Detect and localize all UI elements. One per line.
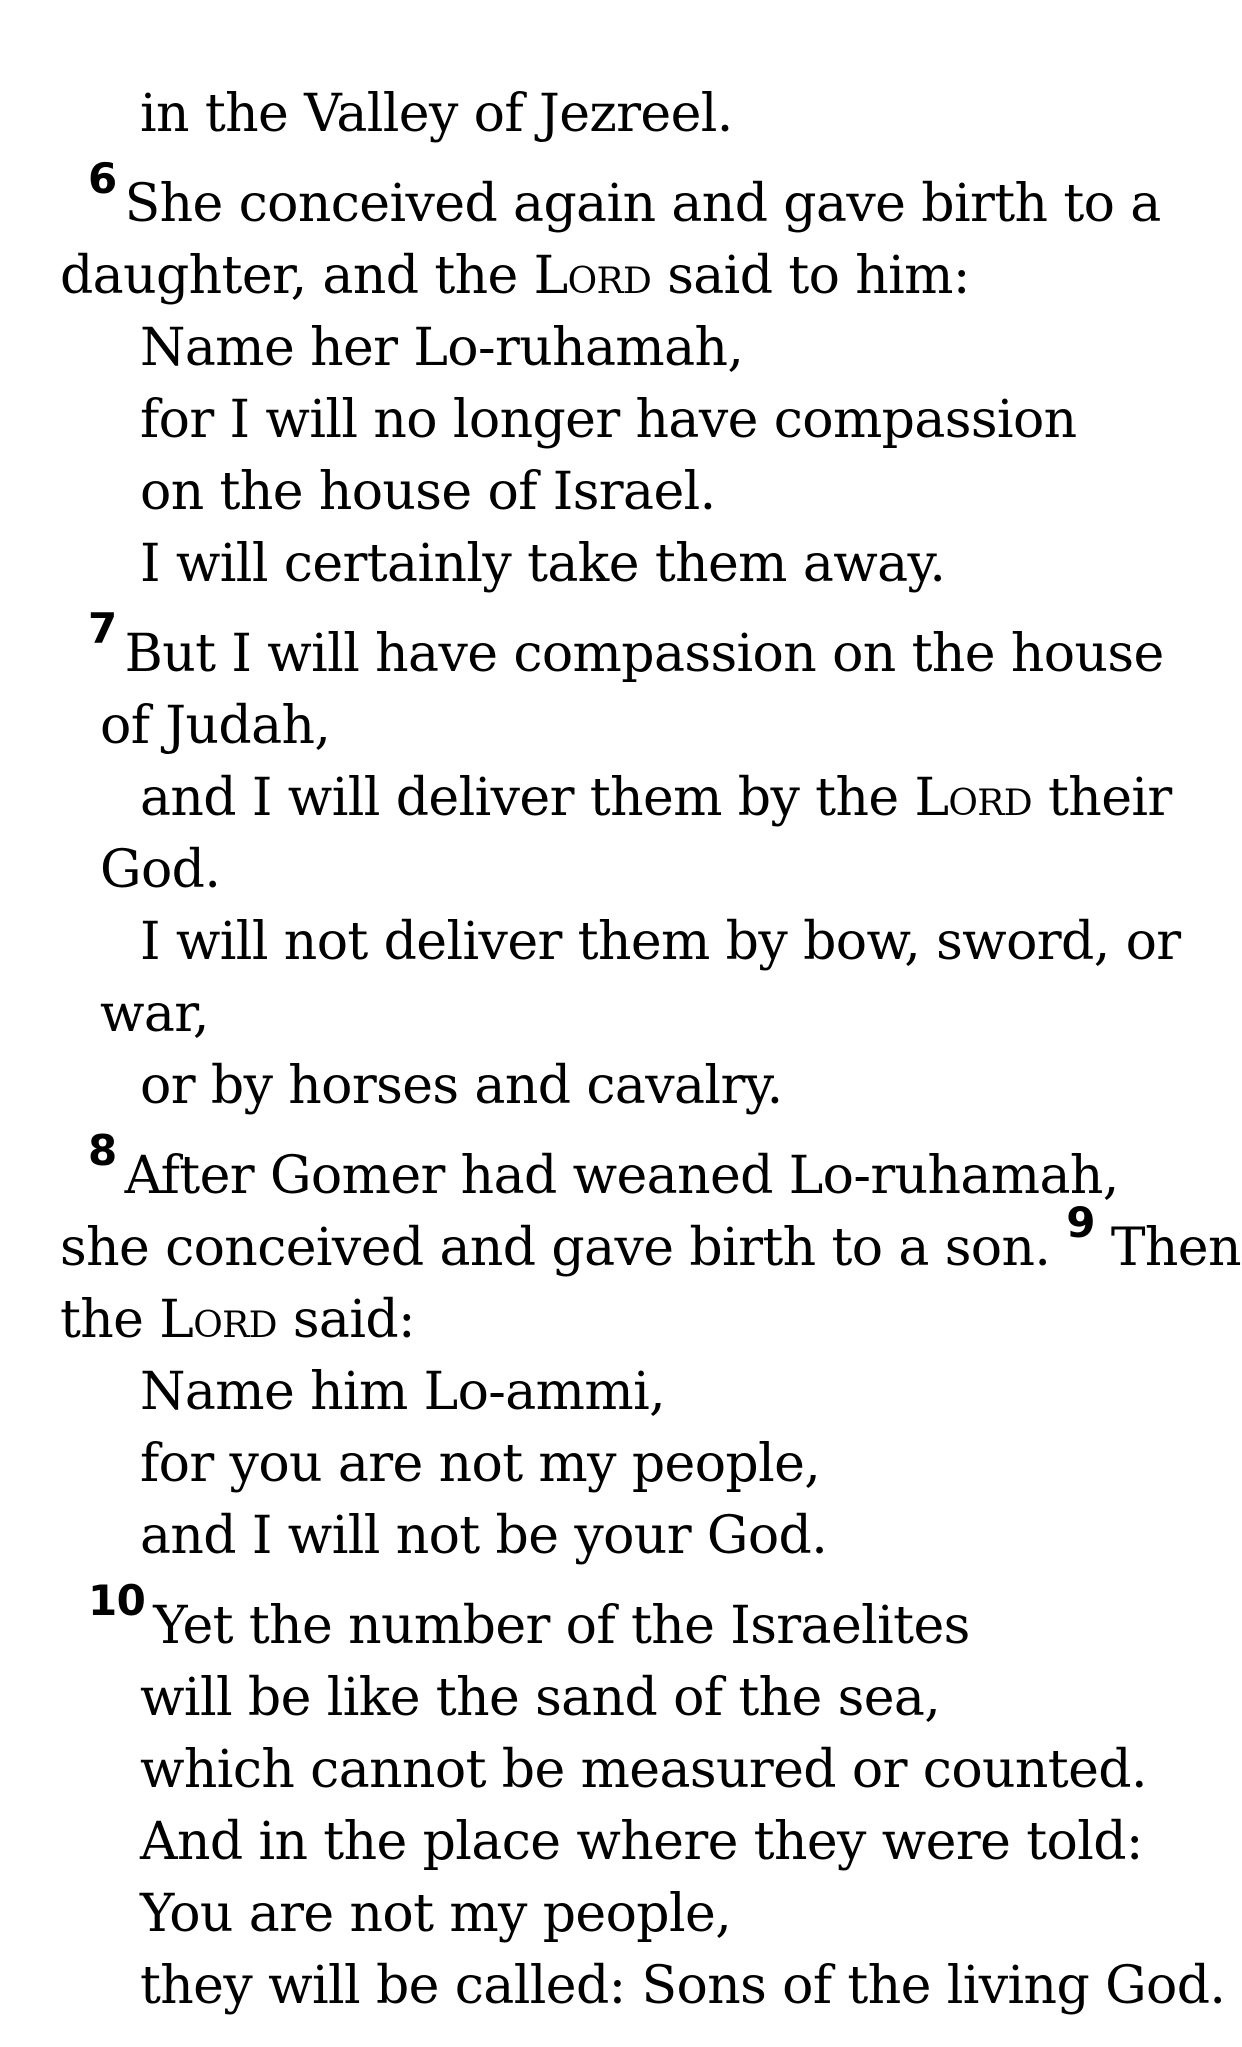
- text-line: [140, 1734, 1147, 1806]
- text-line: [140, 456, 716, 528]
- line-text: God.: [100, 840, 221, 900]
- line-text: which cannot be measured or counted.: [140, 1740, 1147, 1800]
- line-text: of Judah,: [100, 696, 331, 756]
- verse-number-8: 8: [88, 1126, 117, 1175]
- text-line: [140, 1500, 827, 1572]
- line-text: on the house of Israel.: [140, 462, 716, 522]
- lord-small-caps: Lord: [914, 768, 1033, 828]
- text-line: [60, 240, 970, 312]
- text-line: [140, 906, 1181, 978]
- line-text: Name him Lo-ammi,: [140, 1362, 666, 1422]
- line-text: After Gomer had weaned Lo-ruhamah,: [124, 1146, 1119, 1206]
- text-line: [140, 384, 1077, 456]
- verse-10-line: [88, 1576, 970, 1665]
- text-line: [140, 78, 733, 150]
- lord-small-caps: Lord: [533, 246, 652, 306]
- line-text: She conceived again and gave birth to a: [124, 174, 1161, 234]
- verse-number-10: 10: [88, 1576, 146, 1625]
- line-text: for you are not my people,: [140, 1434, 821, 1494]
- text-line: [140, 1950, 1225, 2022]
- line-text: daughter, and the: [60, 246, 534, 306]
- text-line: [100, 834, 220, 906]
- line-text: for I will no longer have compassion: [140, 390, 1077, 450]
- text-line: [140, 1806, 1143, 1878]
- line-text: and I will deliver them by the: [140, 768, 915, 828]
- verse-8-line: [88, 1126, 1119, 1215]
- verse-number-7: 7: [88, 604, 117, 653]
- line-text: You are not my people,: [140, 1884, 732, 1944]
- text-line: [140, 528, 945, 600]
- line-text: or by horses and cavalry.: [140, 1056, 783, 1116]
- line-text: will be like the sand of the sea,: [140, 1668, 941, 1728]
- line-text: the: [60, 1290, 160, 1350]
- line-text: said to him:: [651, 246, 970, 306]
- line-text: Name her Lo-ruhamah,: [140, 318, 744, 378]
- line-text: But I will have compassion on the house: [124, 624, 1164, 684]
- line-text: war,: [100, 984, 209, 1044]
- line-text: she conceived and gave birth to a son.: [60, 1218, 1051, 1278]
- text-line: [100, 690, 330, 762]
- line-text: in the Valley of Jezreel.: [140, 84, 733, 144]
- text-line: [140, 1356, 665, 1428]
- line-text: Then: [1094, 1218, 1241, 1278]
- line-text: and I will not be your God.: [140, 1506, 828, 1566]
- line-text: they will be called: Sons of the living God.: [140, 1956, 1226, 2016]
- line-text: And in the place where they were told:: [140, 1812, 1143, 1872]
- lord-small-caps: Lord: [159, 1290, 277, 1350]
- line-text: I will certainly take them away.: [140, 534, 946, 594]
- text-line: [140, 1662, 940, 1734]
- text-line: [60, 1284, 415, 1356]
- verse-number-6: 6: [88, 154, 117, 203]
- line-text: said:: [276, 1290, 415, 1350]
- text-line: [140, 1050, 783, 1122]
- text-line: [140, 1428, 820, 1500]
- verse-7-line: [88, 604, 1164, 693]
- text-line: [60, 1198, 1241, 1287]
- line-text: their: [1032, 768, 1172, 828]
- text-line: [100, 978, 209, 1050]
- text-line: [140, 1878, 731, 1950]
- text-line: [140, 762, 1172, 834]
- text-line: [140, 312, 743, 384]
- verse-6-line: [88, 154, 1161, 243]
- verse-number-9: 9: [1066, 1198, 1095, 1247]
- line-text: I will not deliver them by bow, sword, or: [140, 912, 1181, 972]
- line-text: Yet the number of the Israelites: [153, 1596, 970, 1656]
